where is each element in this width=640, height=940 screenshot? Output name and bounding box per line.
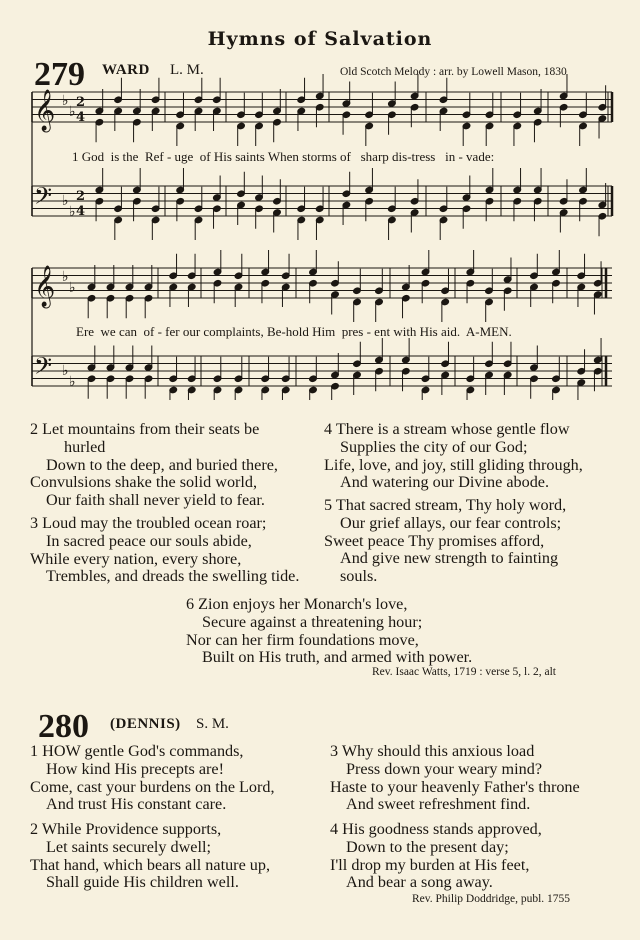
hymn-279-meter: L. M. [170, 62, 204, 78]
verse-line: hurled [64, 437, 106, 456]
verse-line: Our grief allays, our fear controls; [340, 513, 562, 532]
verse-line: Down to the present day; [346, 837, 509, 856]
flat-icon: ♭ [62, 193, 69, 209]
hymn-280-number: 280 [38, 708, 89, 745]
hymn-279-verse-2 [30, 421, 278, 510]
lyric-line-2: Ere we can of - fer our complaints, Be-hold Him pres - ent with His aid. A-MEN. [76, 324, 512, 339]
verse-line: Come, cast your burdens on the Lord, [30, 777, 275, 796]
verse-line: And trust His constant care. [46, 795, 227, 814]
bass-clef-icon: 𝄢 [34, 352, 53, 385]
page-title: Hymns of Salvation [207, 28, 433, 50]
time-signature: 4 [76, 110, 86, 125]
verse-line: And watering our Divine abode. [340, 473, 550, 492]
hymn-279-tune: WARD [102, 62, 150, 78]
time-signature: 2 [76, 95, 86, 110]
hymn-279-number: 279 [34, 56, 85, 93]
time-signature: 2 [76, 189, 86, 204]
verse-line: 2 Let mountains from their seats be [30, 420, 260, 438]
verse-line: 3 Why should this anxious load [330, 742, 535, 760]
hymn-280-verse-3 [330, 743, 580, 814]
verse-line: Sweet peace Thy promises afford, [324, 531, 545, 550]
flat-icon: ♭ [69, 374, 76, 390]
verse-line: Our faith shall never yield to fear. [46, 491, 265, 510]
verse-line: 6 Zion enjoys her Monarch's love, [186, 595, 408, 613]
verse-line: I'll drop my burden at His feet, [330, 855, 530, 874]
hymn-280-verse-1 [30, 743, 275, 814]
verse-line: While every nation, every shore, [30, 549, 242, 568]
verse-line: Secure against a threatening hour; [202, 612, 423, 631]
lyric-line-1: 1 God is the Ref - uge of His saints When storms of sharp dis-tress in - vade: [72, 149, 495, 164]
verse-line: Life, love, and joy, still gliding through, [324, 455, 583, 474]
hymn-279-source: Old Scotch Melody : arr. by Lowell Mason, 1830 [340, 66, 567, 78]
verse-line: Down to the deep, and buried there, [46, 455, 278, 474]
verse-line: How kind His precepts are! [46, 759, 225, 778]
music-score [0, 0, 640, 400]
flat-icon: ♭ [69, 104, 76, 120]
bass-clef-icon: 𝄢 [34, 182, 53, 215]
verse-line: That hand, which bears all nature up, [30, 855, 271, 874]
flat-icon: ♭ [62, 269, 69, 285]
verse-line: Trembles, and dreads the swelling tide. [46, 567, 300, 586]
hymn-280-meter: S. M. [196, 716, 229, 732]
verse-line: And sweet refreshment find. [346, 795, 531, 814]
hymn-279-verse-4 [324, 421, 583, 492]
flat-icon: ♭ [62, 363, 69, 379]
verse-line: 4 His goodness stands approved, [330, 820, 542, 838]
verse-line: souls. [340, 567, 378, 586]
verse-line: In sacred peace our souls abide, [46, 531, 252, 550]
verse-line: Nor can her firm foundations move, [186, 630, 419, 649]
hymn-280-verse-2 [30, 821, 270, 892]
verse-line: 4 There is a stream whose gentle flow [324, 420, 570, 438]
verse-line: And bear a song away. [346, 873, 493, 892]
verse-line: Haste to your heavenly Father's throne [330, 777, 580, 796]
hymn-280-verse-4 [330, 821, 542, 892]
time-signature: 4 [76, 204, 86, 219]
hymn-280-attribution: Rev. Philip Doddridge, publ. 1755 [412, 893, 571, 905]
treble-clef-icon: 𝄞 [34, 266, 56, 307]
verse-line: Convulsions shake the solid world, [30, 473, 258, 492]
treble-clef-icon: 𝄞 [34, 90, 56, 131]
verse-line: Let saints securely dwell; [46, 837, 211, 856]
verse-line: 2 While Providence supports, [30, 820, 222, 838]
verse-line: Shall guide His children well. [46, 873, 239, 892]
flat-icon: ♭ [69, 204, 76, 220]
verse-line: 1 HOW gentle God's commands, [30, 742, 244, 760]
verse-line: 3 Loud may the troubled ocean roar; [30, 514, 267, 532]
hymn-279-attribution: Rev. Isaac Watts, 1719 : verse 5, l. 2, alt [372, 666, 556, 678]
verse-line: Supplies the city of our God; [340, 437, 528, 456]
hymn-280-tune: (DENNIS) [110, 716, 181, 732]
verse-line: Press down your weary mind? [346, 759, 543, 778]
flat-icon: ♭ [62, 93, 69, 109]
hymn-279-verse-6 [186, 596, 472, 667]
flat-icon: ♭ [69, 280, 76, 296]
verse-line: And give new strength to fainting [340, 549, 559, 568]
verse-line: 5 That sacred stream, Thy holy word, [324, 496, 567, 514]
hymn-279-verse-3 [30, 515, 299, 586]
verse-line: Built on His truth, and armed with power. [202, 648, 473, 667]
hymn-279-verse-5 [324, 497, 566, 586]
